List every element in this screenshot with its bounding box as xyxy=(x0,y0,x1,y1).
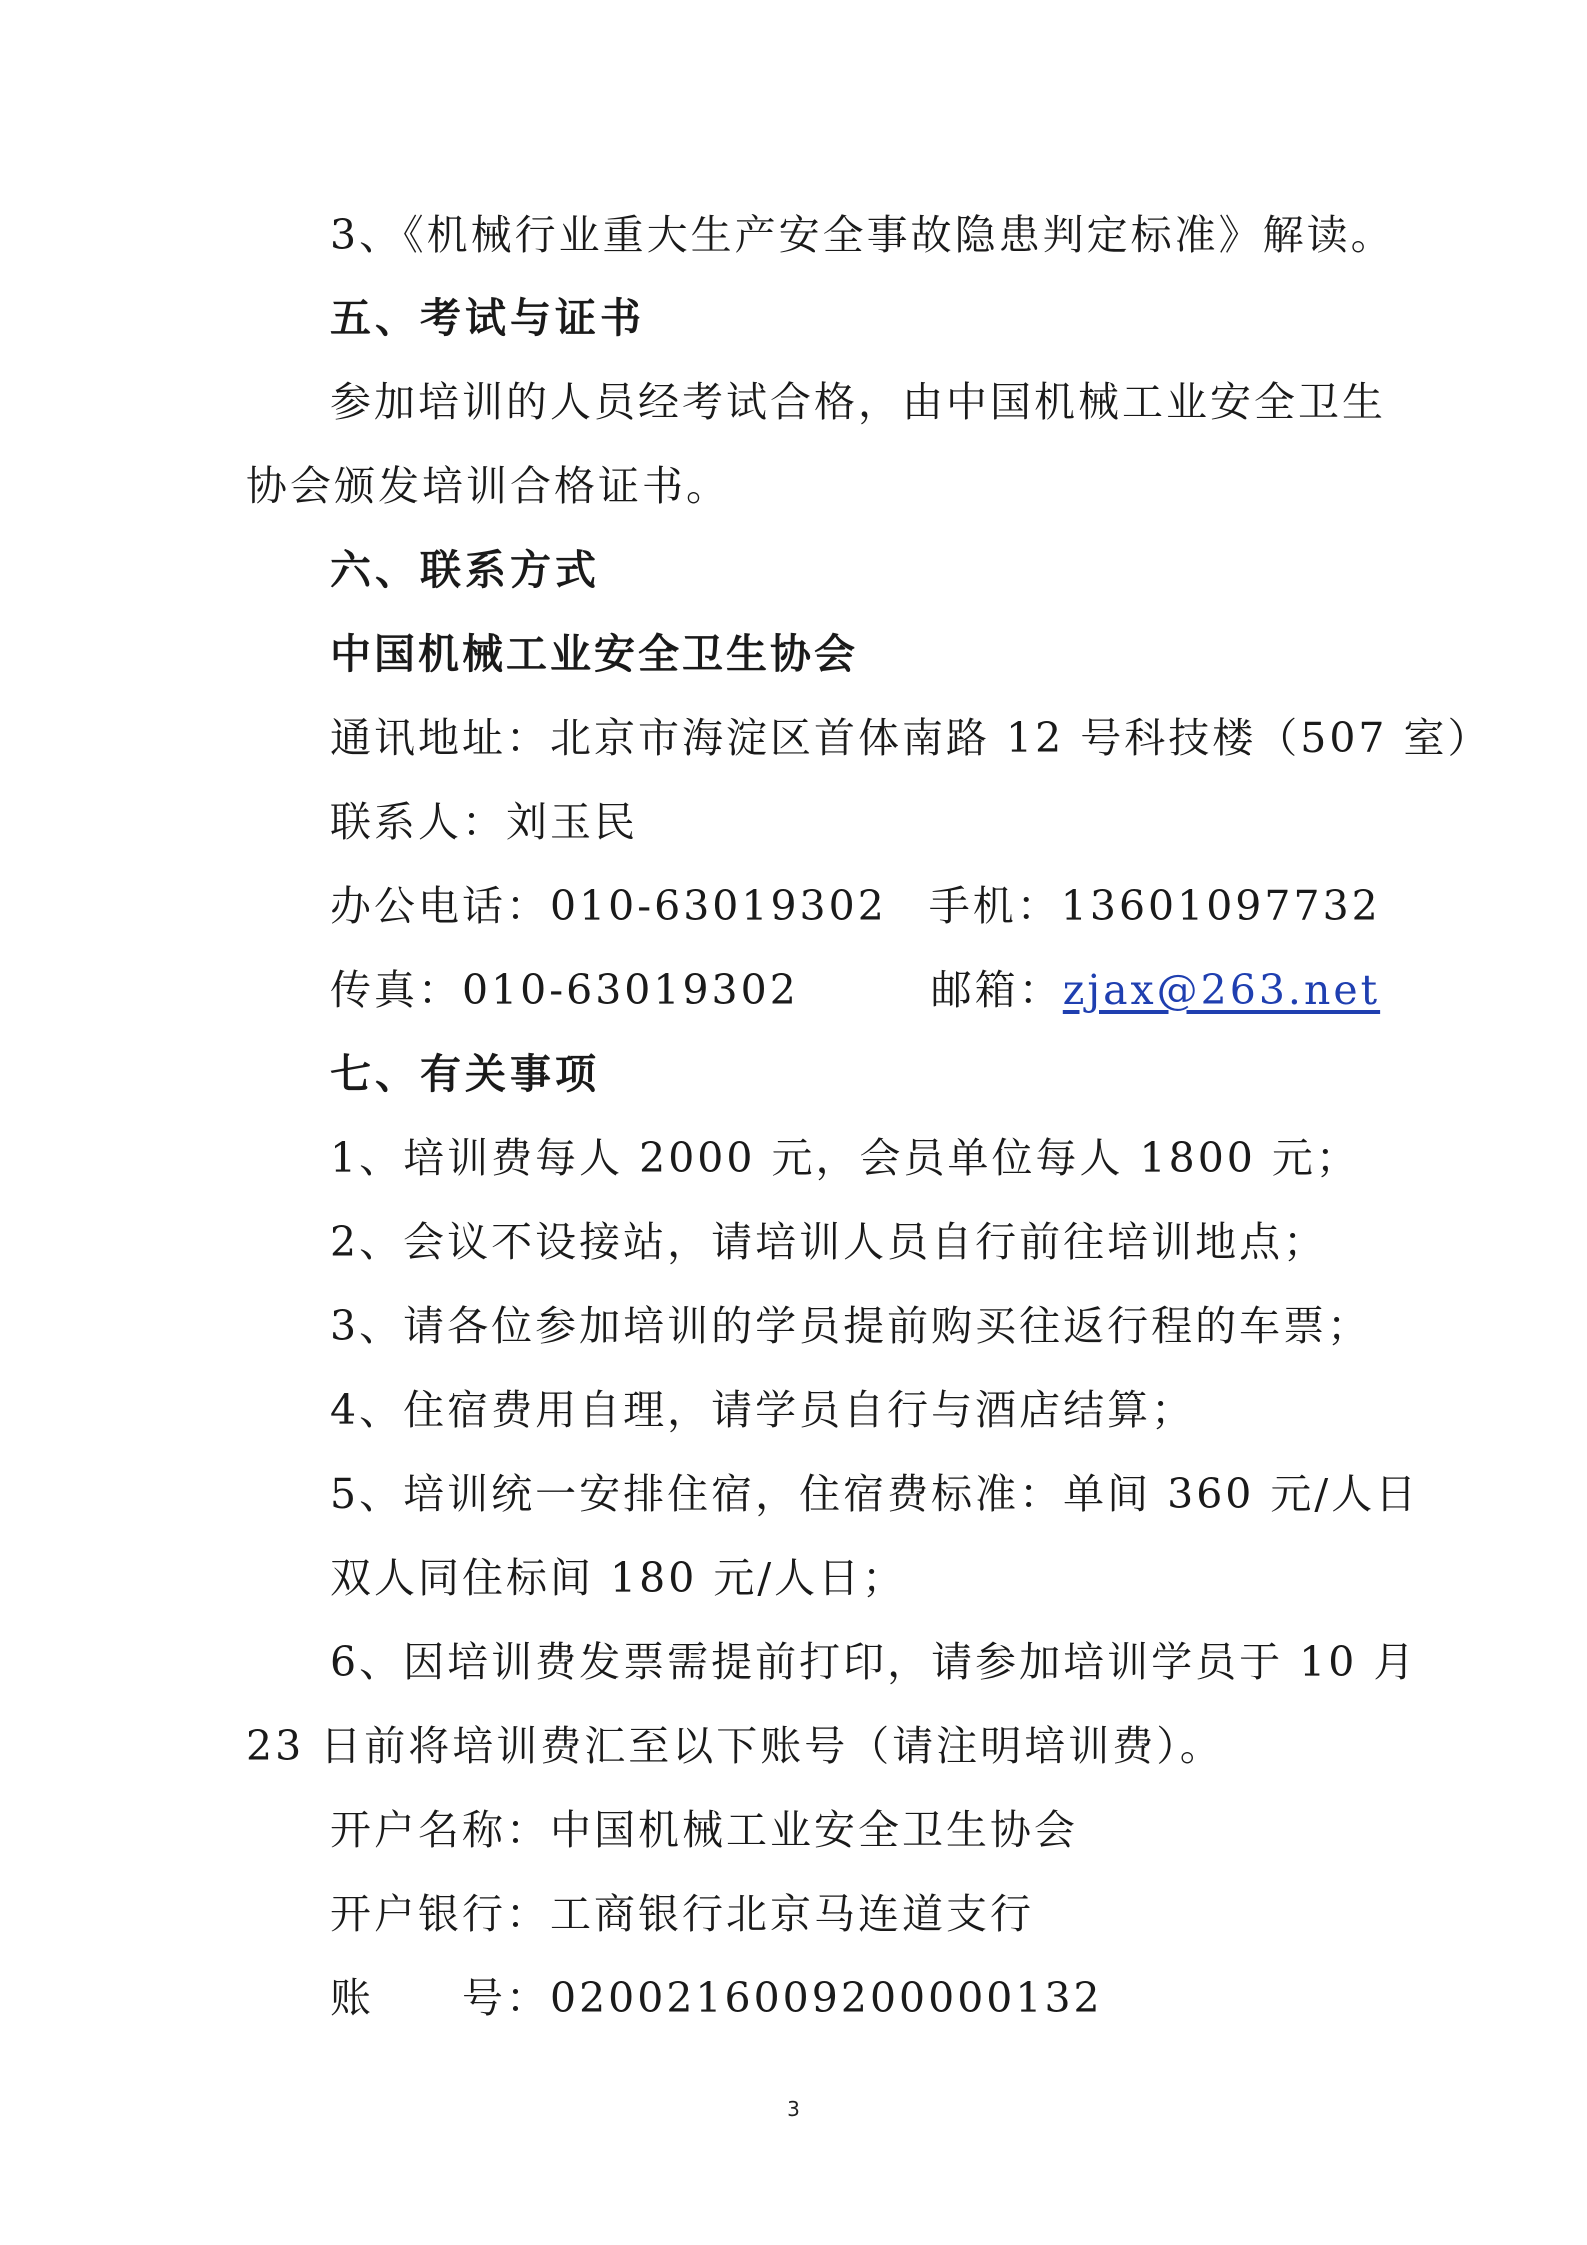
section-5-heading: 五、考试与证书 xyxy=(330,294,645,342)
phone-row xyxy=(330,881,1381,931)
contact-person: 联系人：刘玉民 xyxy=(330,798,638,846)
section-7-heading: 七、有关事项 xyxy=(330,1050,600,1098)
mailing-address: 通讯地址：北京市海淀区首体南路 12 号科技楼（507 室） xyxy=(330,714,1492,762)
list-item: 6、因培训费发票需提前打印，请参加培训学员于 10 月 xyxy=(330,1638,1418,1686)
bank-name: 开户银行：工商银行北京马连道支行 xyxy=(330,1890,1034,1938)
account-number: 0200216009200000132 xyxy=(550,1974,1103,2022)
email-label: 邮箱： xyxy=(930,966,1063,1014)
section-5-paragraph-line-2: 协会颁发培训合格证书。 xyxy=(246,462,730,510)
list-item: 1、培训费每人 2000 元，会员单位每人 1800 元； xyxy=(330,1134,1360,1182)
list-item: 2、会议不设接站，请培训人员自行前往培训地点； xyxy=(330,1218,1328,1266)
mobile-phone: 手机：13601097732 xyxy=(928,882,1381,930)
list-item-continuation: 23 日前将培训费汇至以下账号（请注明培训费）。 xyxy=(246,1722,1224,1770)
email-link[interactable]: zjax@263.net xyxy=(1062,966,1381,1014)
item-3-interpretation: 3、《机械行业重大生产安全事故隐患判定标准》解读。 xyxy=(330,211,1395,259)
list-item: 4、住宿费用自理，请学员自行与酒店结算； xyxy=(330,1386,1196,1434)
fax-email-row xyxy=(330,965,1380,1015)
office-phone: 办公电话：010-63019302 xyxy=(330,882,887,930)
list-item: 3、请各位参加培训的学员提前购买往返行程的车票； xyxy=(330,1302,1372,1350)
section-5-paragraph-line-1: 参加培训的人员经考试合格，由中国机械工业安全卫生 xyxy=(330,378,1386,426)
list-item: 5、培训统一安排住宿，住宿费标准：单间 360 元/人日 xyxy=(330,1470,1420,1518)
list-item-continuation: 双人同住标间 180 元/人日； xyxy=(330,1554,907,1602)
account-label: 账 号： xyxy=(330,1974,550,2022)
organization-name: 中国机械工业安全卫生协会 xyxy=(330,630,858,678)
fax-number: 传真：010-63019302 xyxy=(330,966,799,1014)
account-number-row xyxy=(330,1973,1103,2023)
page-number: 3 xyxy=(787,2097,800,2121)
account-name: 开户名称：中国机械工业安全卫生协会 xyxy=(330,1806,1078,1854)
section-6-heading: 六、联系方式 xyxy=(330,546,600,594)
